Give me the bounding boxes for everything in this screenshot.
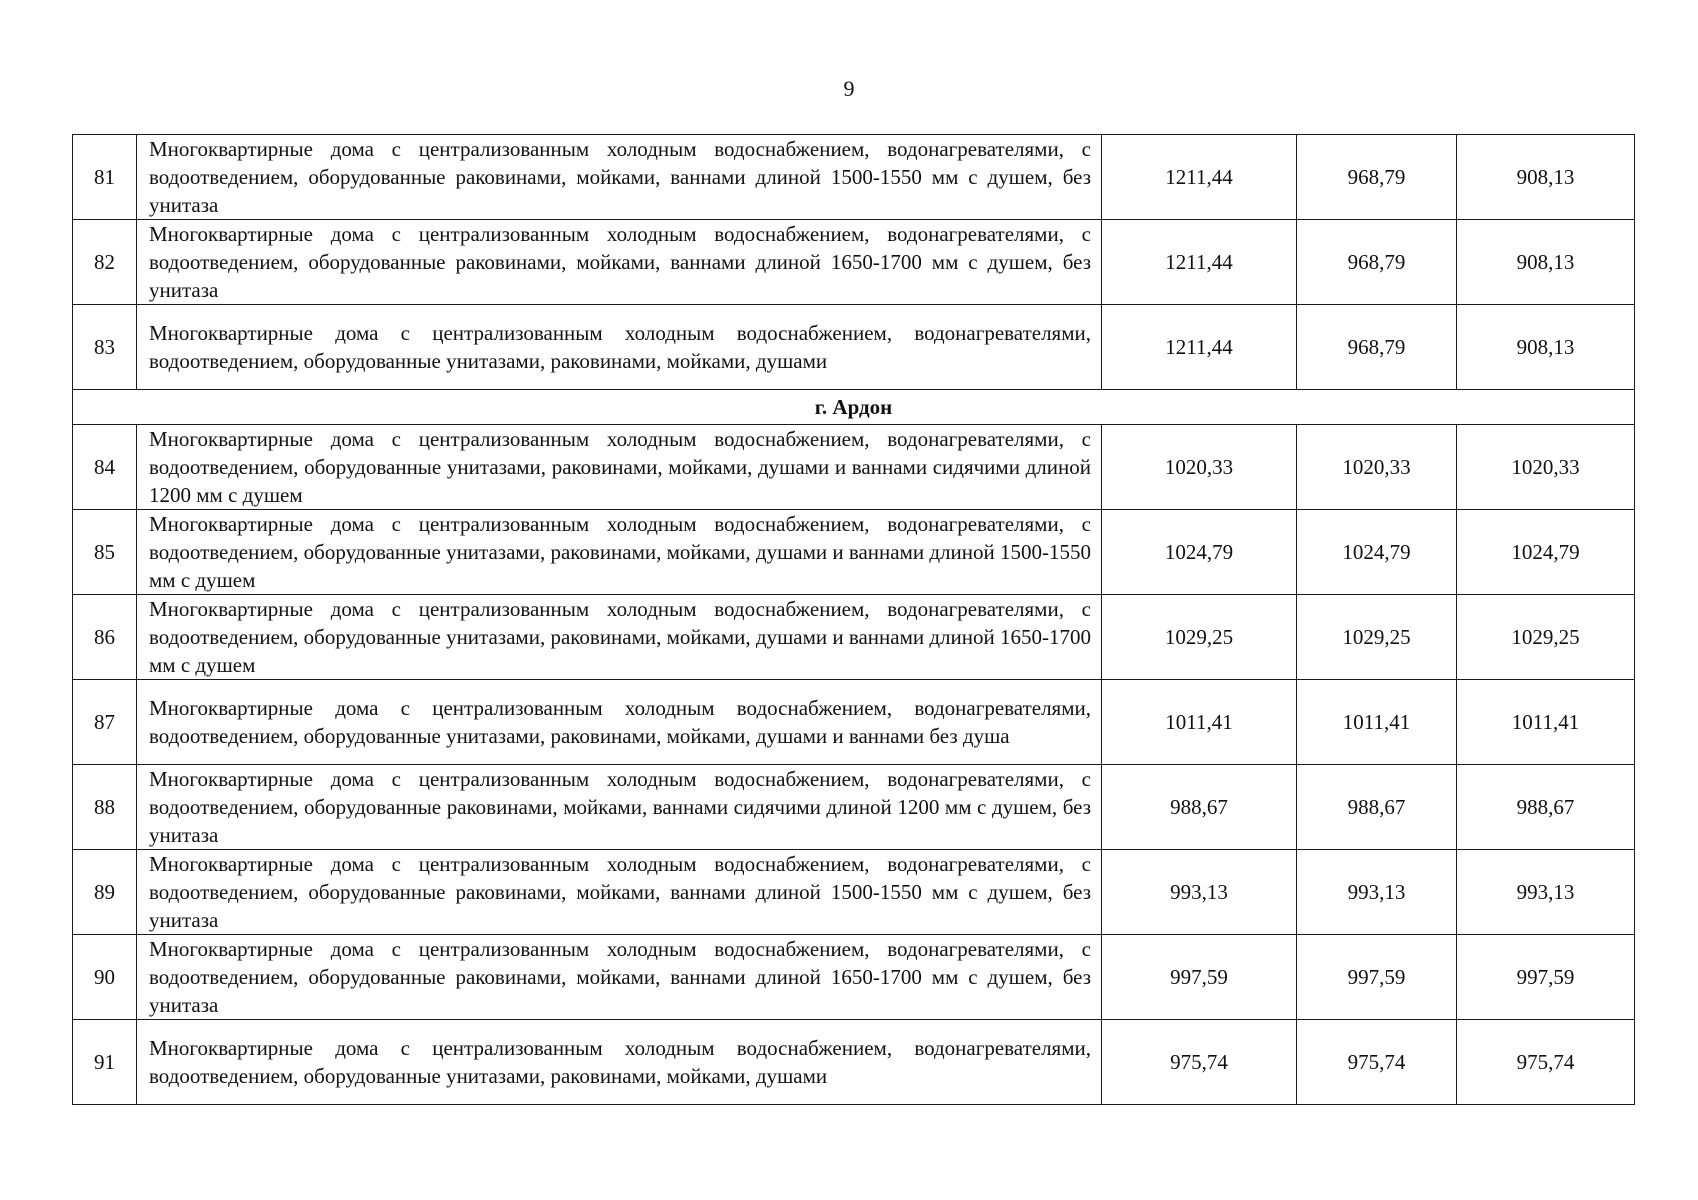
row-value-3: 993,13 (1457, 850, 1635, 935)
row-value-2: 997,59 (1297, 935, 1457, 1020)
row-value-2: 1020,33 (1297, 425, 1457, 510)
row-number: 90 (73, 935, 137, 1020)
row-value-2: 968,79 (1297, 220, 1457, 305)
row-value-2: 1029,25 (1297, 595, 1457, 680)
row-description: Многоквартирные дома с централизованным холодным водоснабжением, водонагревателями, с водоотведением, оборудованные раковинами, мойками, ваннами длиной 1500-1550 мм с душем, без унитаза (137, 135, 1102, 220)
row-description: Многоквартирные дома с централизованным холодным водоснабжением, водонагревателями, с водоотведением, оборудованные раковинами, мойками, ваннами сидячими длиной 1200 мм с душем, без унитаза (137, 765, 1102, 850)
section-row (73, 390, 1635, 425)
table-row (73, 425, 1635, 510)
section-title: г. Ардон (73, 390, 1635, 425)
row-value-1: 1211,44 (1102, 135, 1297, 220)
row-number: 84 (73, 425, 137, 510)
table-row (73, 220, 1635, 305)
row-value-2: 968,79 (1297, 305, 1457, 390)
tariff-table-container (72, 134, 1634, 1105)
row-description: Многоквартирные дома с централизованным холодным водоснабжением, водонагревателями, водоотведением, оборудованные унитазами, раковинами, мойками, душами и ваннами без душа (137, 680, 1102, 765)
row-value-2: 1024,79 (1297, 510, 1457, 595)
row-value-2: 975,74 (1297, 1020, 1457, 1105)
row-description: Многоквартирные дома с централизованным холодным водоснабжением, водонагревателями, с водоотведением, оборудованные раковинами, мойками, ваннами длиной 1650-1700 мм с душем, без унитаза (137, 935, 1102, 1020)
tariff-table (72, 134, 1635, 1105)
table-row (73, 765, 1635, 850)
row-value-1: 1211,44 (1102, 305, 1297, 390)
row-value-2: 988,67 (1297, 765, 1457, 850)
row-value-3: 1024,79 (1457, 510, 1635, 595)
table-row (73, 305, 1635, 390)
table-row (73, 935, 1635, 1020)
row-description: Многоквартирные дома с централизованным холодным водоснабжением, водонагревателями, с водоотведением, оборудованные унитазами, раковинами, мойками, душами и ваннами сидячими длиной 1200 мм с душем (137, 425, 1102, 510)
row-value-1: 1211,44 (1102, 220, 1297, 305)
table-row (73, 680, 1635, 765)
row-value-3: 1011,41 (1457, 680, 1635, 765)
row-value-1: 975,74 (1102, 1020, 1297, 1105)
row-number: 89 (73, 850, 137, 935)
row-value-3: 988,67 (1457, 765, 1635, 850)
row-value-1: 1029,25 (1102, 595, 1297, 680)
row-number: 83 (73, 305, 137, 390)
row-value-2: 968,79 (1297, 135, 1457, 220)
row-value-3: 997,59 (1457, 935, 1635, 1020)
row-value-1: 997,59 (1102, 935, 1297, 1020)
row-value-1: 1011,41 (1102, 680, 1297, 765)
row-value-3: 1020,33 (1457, 425, 1635, 510)
table-row (73, 850, 1635, 935)
row-value-2: 1011,41 (1297, 680, 1457, 765)
row-description: Многоквартирные дома с централизованным холодным водоснабжением, водонагревателями, с водоотведением, оборудованные унитазами, раковинами, мойками, душами и ваннами длиной 1500-1550 мм с душем (137, 510, 1102, 595)
table-row (73, 510, 1635, 595)
row-description: Многоквартирные дома с централизованным холодным водоснабжением, водонагревателями, водоотведением, оборудованные унитазами, раковинами, мойками, душами (137, 1020, 1102, 1105)
row-number: 88 (73, 765, 137, 850)
row-value-3: 908,13 (1457, 305, 1635, 390)
row-value-3: 908,13 (1457, 220, 1635, 305)
row-value-1: 988,67 (1102, 765, 1297, 850)
table-row (73, 135, 1635, 220)
row-number: 81 (73, 135, 137, 220)
row-value-1: 1024,79 (1102, 510, 1297, 595)
row-number: 85 (73, 510, 137, 595)
row-description: Многоквартирные дома с централизованным холодным водоснабжением, водонагревателями, с водоотведением, оборудованные раковинами, мойками, ваннами длиной 1650-1700 мм с душем, без унитаза (137, 220, 1102, 305)
row-value-1: 993,13 (1102, 850, 1297, 935)
row-number: 82 (73, 220, 137, 305)
row-value-3: 1029,25 (1457, 595, 1635, 680)
table-row (73, 595, 1635, 680)
row-number: 91 (73, 1020, 137, 1105)
row-value-3: 908,13 (1457, 135, 1635, 220)
row-value-3: 975,74 (1457, 1020, 1635, 1105)
page-number: 9 (843, 76, 855, 101)
tariff-table-body (73, 135, 1635, 1105)
row-value-2: 993,13 (1297, 850, 1457, 935)
row-description: Многоквартирные дома с централизованным холодным водоснабжением, водонагревателями, с водоотведением, оборудованные раковинами, мойками, ваннами длиной 1500-1550 мм с душем, без унитаза (137, 850, 1102, 935)
row-number: 86 (73, 595, 137, 680)
table-row (73, 1020, 1635, 1105)
row-description: Многоквартирные дома с централизованным холодным водоснабжением, водонагревателями, водоотведением, оборудованные унитазами, раковинами, мойками, душами (137, 305, 1102, 390)
row-number: 87 (73, 680, 137, 765)
row-description: Многоквартирные дома с централизованным холодным водоснабжением, водонагревателями, с водоотведением, оборудованные унитазами, раковинами, мойками, душами и ваннами длиной 1650-1700 мм с душем (137, 595, 1102, 680)
row-value-1: 1020,33 (1102, 425, 1297, 510)
